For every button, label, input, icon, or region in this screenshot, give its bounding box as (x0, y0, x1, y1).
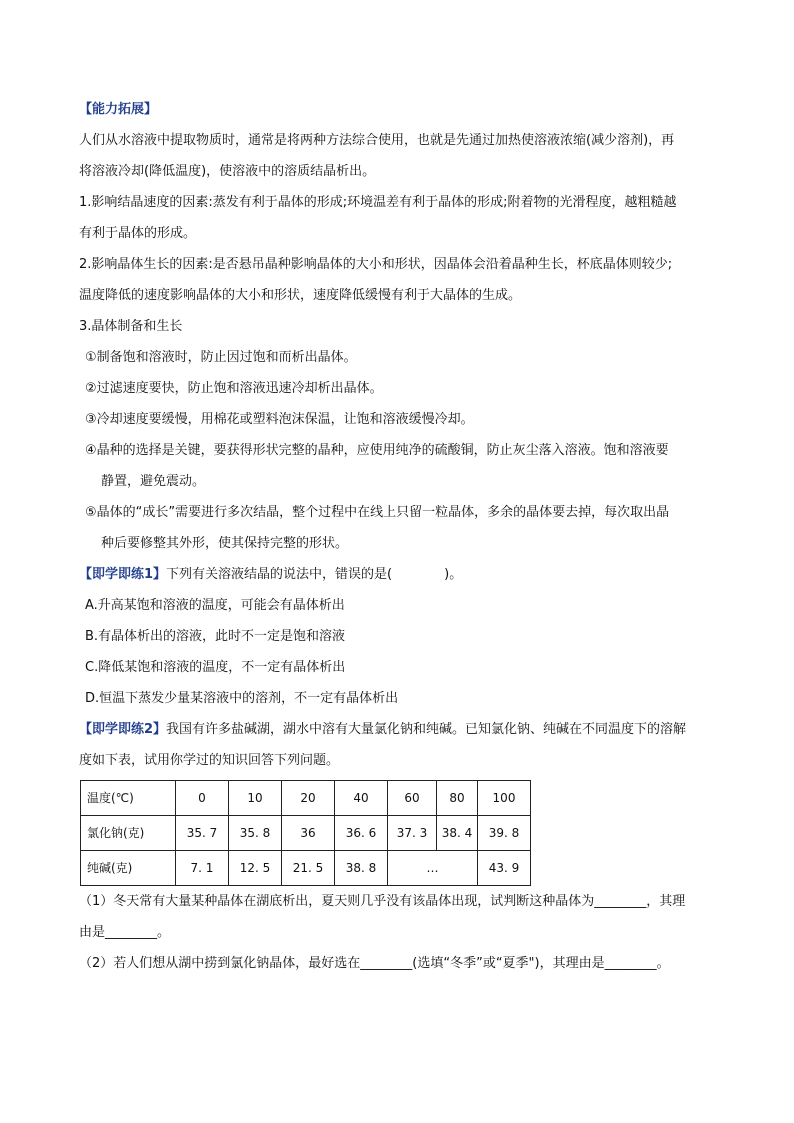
table-cell: 60 (388, 781, 437, 816)
table-row-soda (81, 851, 531, 886)
table-cell: 36 (282, 816, 335, 851)
table-cell: 80 (437, 781, 478, 816)
table-cell: 39. 8 (478, 816, 531, 851)
table-cell: 40 (335, 781, 388, 816)
table-row-temperature (81, 781, 531, 816)
table-cell: 12. 5 (229, 851, 282, 886)
table-cell: 35. 8 (229, 816, 282, 851)
step-4-line-2: 静置，避免震动。 (101, 474, 206, 489)
exercise-1-text: 下列有关溶液结晶的说法中，错误的是( )。 (166, 567, 463, 582)
point2-line-1: 2.影响晶体生长的因素:是否悬吊晶种影响晶体的大小和形状，因晶体会沿着晶种生长，杯底晶体则较少; (79, 257, 673, 272)
step-1: ①制备饱和溶液时，防止因过饱和而析出晶体。 (85, 350, 357, 365)
exercise-2-tag: 【即学即练2】 (79, 722, 167, 737)
section-title: 【能力拓展】 (79, 102, 158, 117)
table-cell: 7. 1 (176, 851, 229, 886)
table-cell: 35. 7 (176, 816, 229, 851)
exercise-1-option-d: D.恒温下蒸发少量某溶液中的溶剂，不一定有晶体析出 (85, 691, 399, 706)
point2-line-2: 温度降低的速度影响晶体的大小和形状，速度降低缓慢有利于大晶体的生成。 (79, 288, 522, 303)
exercise-1-option-b: B.有晶体析出的溶液，此时不一定是饱和溶液 (85, 629, 346, 644)
table-cell: 21. 5 (282, 851, 335, 886)
point1-line-2: 有利于晶体的形成。 (79, 226, 197, 241)
table-cell: 20 (282, 781, 335, 816)
intro-line-2: 将溶液冷却(降低温度)，使溶液中的溶质结晶析出。 (79, 164, 376, 179)
table-cell: 纯碱(克) (81, 851, 176, 886)
exercise-2-q1-line-1: （1）冬天常有大量某种晶体在湖底析出，夏天则几乎没有该晶体出现，试判断这种晶体为________，其理 (79, 894, 686, 909)
table-row-nacl (81, 816, 531, 851)
exercise-2-text-1: 我国有许多盐碱湖，湖水中溶有大量氯化钠和纯碱。已知氯化钠、纯碱在不同温度下的溶解 (166, 722, 687, 737)
table-cell: 43. 9 (478, 851, 531, 886)
exercise-2-q1-line-2: 由是________。 (79, 925, 171, 940)
step-5-line-1: ⑤晶体的“成长”需要进行多次结晶，整个过程中在线上只留一粒晶体，多余的晶体要去掉，每次取出晶 (85, 505, 670, 520)
exercise-1-question (79, 559, 719, 590)
table-cell: 37. 3 (388, 816, 437, 851)
table-cell: 38. 4 (437, 816, 478, 851)
table-cell: 100 (478, 781, 531, 816)
exercise-1-option-a: A.升高某饱和溶液的温度，可能会有晶体析出 (85, 598, 345, 613)
table-cell: 温度(℃) (81, 781, 176, 816)
exercise-1-tag: 【即学即练1】 (79, 567, 167, 582)
exercise-1-option-c: C.降低某饱和溶液的温度，不一定有晶体析出 (85, 660, 346, 675)
page-content (79, 94, 719, 979)
table-cell: 氯化钠(克) (81, 816, 176, 851)
point1-line-1: 1.影响结晶速度的因素:蒸发有利于晶体的形成;环境温差有利于晶体的形成;附着物的光滑程度，越粗糙越 (79, 195, 677, 210)
exercise-2-question-line-2: 度如下表，试用你学过的知识回答下列问题。 (79, 753, 340, 768)
table-cell: … (388, 851, 478, 886)
table-cell: 0 (176, 781, 229, 816)
step-2: ②过滤速度要快，防止饱和溶液迅速冷却析出晶体。 (85, 381, 383, 396)
exercise-2-question-line-1 (79, 714, 719, 745)
table-cell: 10 (229, 781, 282, 816)
table-cell: 36. 6 (335, 816, 388, 851)
point3-title: 3.晶体制备和生长 (79, 319, 183, 334)
step-5-line-2: 种后要修整其外形，使其保持完整的形状。 (101, 536, 349, 551)
step-4-line-1: ④晶种的选择是关键，要获得形状完整的晶种，应使用纯净的硫酸铜，防止灰尘落入溶液。饱和溶液要 (85, 443, 669, 458)
exercise-2-q2: （2）若人们想从湖中捞到氯化钠晶体，最好选在________(选填“冬季”或“夏季")，其理由是________。 (79, 956, 670, 971)
intro-line-1: 人们从水溶液中提取物质时，通常是将两种方法综合使用，也就是先通过加热使溶液浓缩(减少溶剂)，再 (79, 133, 675, 148)
solubility-table (80, 780, 531, 886)
step-3: ③冷却速度要缓慢，用棉花或塑料泡沫保温，让饱和溶液缓慢冷却。 (85, 412, 474, 427)
table-cell: 38. 8 (335, 851, 388, 886)
